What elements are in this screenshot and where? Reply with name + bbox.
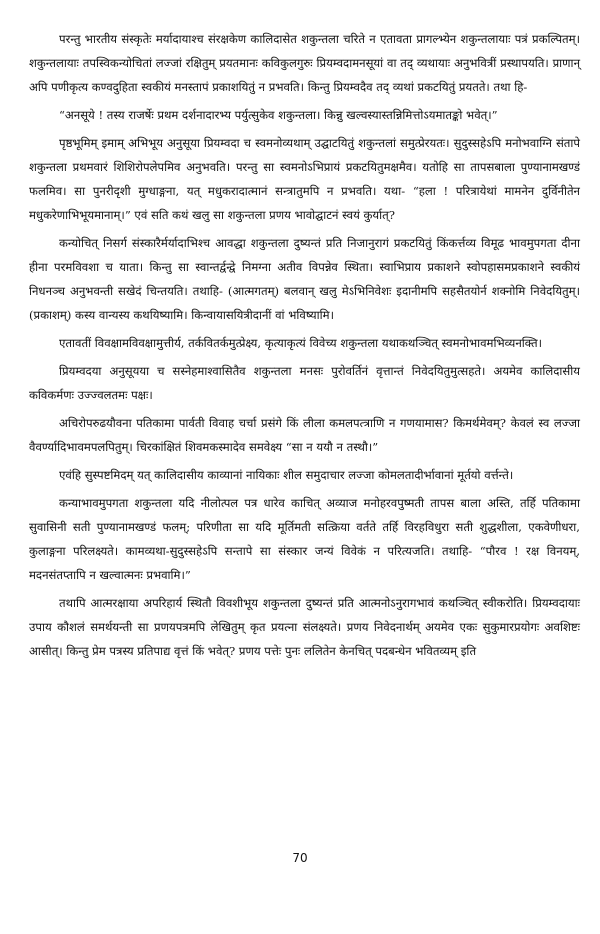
paragraph-3: कन्योचित् निसर्ग संस्कारैर्मर्यादाभिश्च आवद्धा शकुन्तला दुष्यन्तं प्रति निजानुरागं प्रकटयितुं किंकर्त्तव्य विमूढ भावमुपगता दीना हीना परमविवशा च याता। किन्तु सा स्वान्तर्द्वन्द्वे निमग्ना अतीव विपन्नेव स्थिता। स्वाभिप्राय प्रकाशने स्वोपहासमप्रकाशने स्वकीयं निधनञ्च अनुभवन्ती सखेदं चिन्तयति। तथाहि- (आत्मगतम्) बलवान् खलु मेऽभिनिवेशः इदानीमपि सहसैतयोर्न शक्नोमि निवेदयितुम्। (प्रकाशम्) कस्य वान्यस्य कथयिष्यामि। किन्वायासयित्रीदानीं वां भविष्यामि। bbox=[29, 236, 580, 322]
paragraph-6: अचिरोपरुढयौवना पतिकामा पार्वती विवाह चर्चा प्रसंगे किं लीला कमलपत्त्राणि न गणयामास? किमर्थमेवम्? केवलं स्व लज्जा वैवर्ण्यादिभावमपलपितुम्। चिरकांक्षितं शिवमकस्मादेव समवेक्ष्य “सा न ययौ न तस्थौ।” bbox=[29, 416, 580, 454]
paragraph-9: तथापि आत्मरक्षाया अपरिहार्य स्थितौ विवशीभूय शकुन्तला दुष्यन्तं प्रति आत्मनोऽनुरागभावं कथञ्चित् स्वीकरोति। प्रियम्वदायाः उपाय कौशलं समर्थयन्ती सा प्रणयपत्रमपि लेखितुम् कृत प्रयत्ना संलक्ष्यते। प्रणय निवेदनार्थम् अयमेव एकः सुकुमारप्रयोगः अवशिष्टः आसीत्। किन्तु प्रेम पत्रस्य प्रतिपाद्य वृत्तं किं भवेत्? प्रणय पत्तेः पुनः ललितेन केनचित् पदबन्धेन भवितव्यम् इति bbox=[29, 596, 580, 658]
paragraph-4: एतावतीं विवक्षामविवक्षामुत्तीर्य, तर्कवितर्कमुत्प्रेक्ष्य, कृत्याकृत्यं विवेच्य शकुन्तला यथाकथञ्चित् स्वमनोभावमभिव्यनक्ति। bbox=[59, 336, 542, 350]
quote-anasuye: “अनसूये ! तस्य राजर्षेः प्रथम दर्शनादारभ्य पर्युत्सुकेव शकुन्तला। किन्नु खल्वस्यास्तन्निमित्तोऽयमातङ्को भवेत्।” bbox=[59, 108, 498, 122]
paragraph-7: एवंहि सुस्पष्टमिदम् यत् कालिदासीय काव्यानां नायिकाः शील समुदाचार लज्जा कोमलतादीर्भावानां मूर्तयो वर्त्तन्ते। bbox=[59, 468, 514, 482]
paragraph-2: पृष्ठभूमिम् इमाम् अभिभूय अनुसूया प्रियम्वदा च स्वमनोव्यथाम् उद्घाटयितुं शकुन्तलां समुत्प्रेरयतः। सुदुस्सहेऽपि मनोभवाग्नि संतापे शकुन्तला प्रथमवारं शिशिरोपलेपमिव अनुभवति। परन्तु सा स्वमनोऽभिप्रायं प्रकटयितुमक्षमैव। यतोहि सा तापसबाला पुण्यानामखण्डं फलमिव। सा पुनरीदृशी मुग्धाङ्गना, यत् मधुकरादात्मानं सन्त्रातुमपि न प्रभवति। यथा- “हला ! परित्रायेथां मामनेन दुर्विनीतेन मधुकरेणाभिभूयमानाम्।” एवं सति कथं खलु सा शकुन्तला प्रणय भावोद्घाटनं स्वयं कुर्यात्? bbox=[29, 136, 580, 222]
page-number: 70 bbox=[292, 851, 308, 865]
paragraph-1: परन्तु भारतीय संस्कृतेः मर्यादायाश्च संरक्षकेण कालिदासेत शकुन्तला चरिते न एतावता प्रागल्भ्येन शकुन्तलायाः पत्रं प्रकल्पितम्। शकुन्तलायाः तपस्विकन्योचितां लज्जां रक्षितुम् प्रयतमानः कविकुलगुरुः प्रियम्वदामनसूयां वा तद् व्यथायाः अनुभवित्रीं प्रस्थापयति। प्राणान् अपि पणीकृत्य कण्वदुहिता स्वकीयं मनस्तापं प्रकाशयितुं न प्रभवति। किन्तु प्रियम्वदैव तद् व्यथां प्रकटयितुं प्रयतते। तथा हि- bbox=[29, 32, 580, 94]
paragraph-5: प्रियम्वदया अनुसूयया च सस्नेहमाश्वासितैव शकुन्तला मनसः पुरोवर्तिनं वृत्तान्तं निवेदयितुमुत्सहते। अयमेव कालिदासीय कविकर्मणः उज्ज्वलतमः पक्षः। bbox=[29, 364, 580, 402]
paragraph-8: कन्याभावमुपगता शकुन्तला यदि नीलोत्पल पत्र धारेव काचित् अव्याज मनोहरवपुष्मती तापस बाला अस्ति, तर्हि पतिकामा सुवासिनी सती पुण्यानामखण्डं फलम्; परिणीता सा यदि मूर्तिमती सत्क्रिया वर्तते तर्हि विरहविधुरा सती शुद्धशीला, एकवेणीधरा, कुलाङ्गना परिलक्ष्यते। कामव्यथा-सुदुस्सहेऽपि सन्तापे सा संस्कार जन्यं विवेकं न परित्यजति। तथाहि- “पौरव ! रक्ष विनयम्, मदनसंतप्तापि न खल्वात्मनः प्रभवामि।” bbox=[29, 496, 580, 582]
